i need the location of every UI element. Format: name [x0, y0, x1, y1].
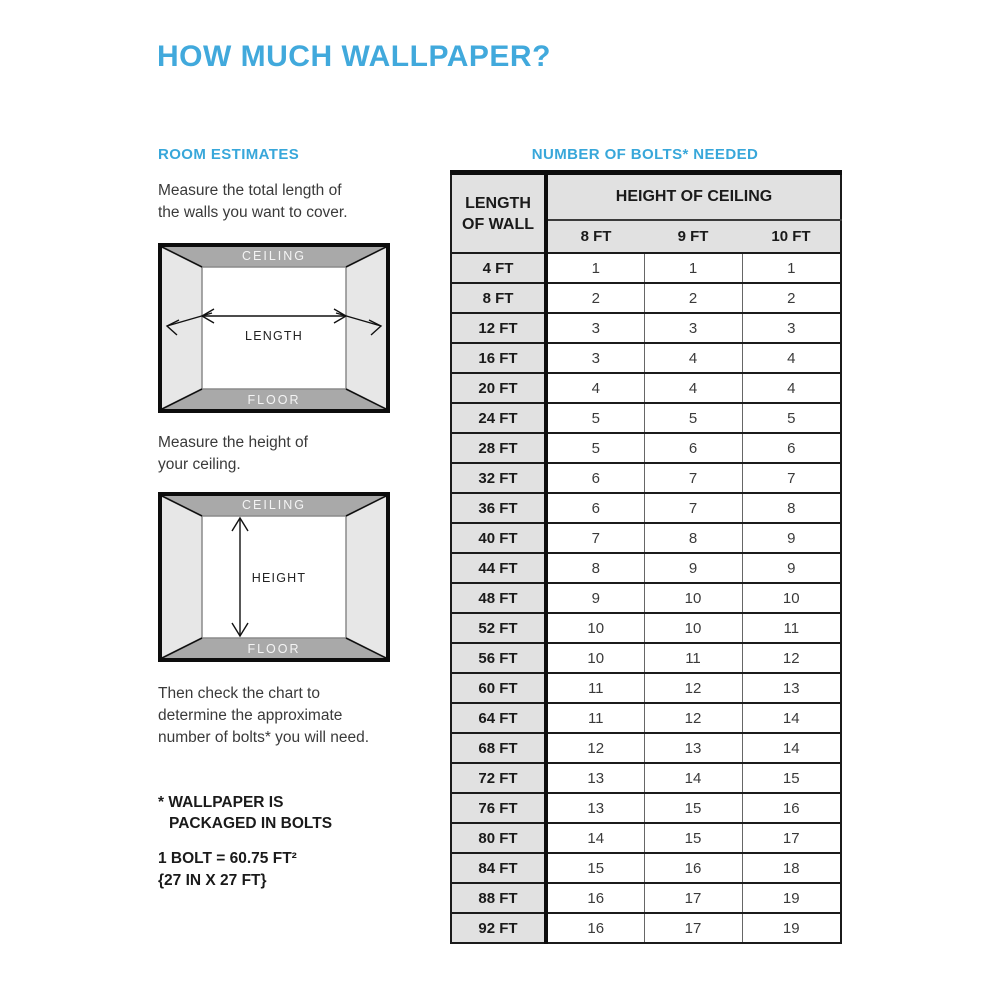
bolt-count-cell: 16: [644, 853, 742, 883]
length-label: LENGTH: [245, 329, 303, 343]
bolt-count-cell: 17: [742, 823, 841, 853]
bolt-count-cell: 15: [644, 793, 742, 823]
bolt-count-cell: 12: [644, 703, 742, 733]
bolt-count-cell: 12: [546, 733, 644, 763]
bolts-table-head: [451, 173, 841, 254]
bolt-count-cell: 6: [546, 463, 644, 493]
bolt-count-cell: 13: [546, 763, 644, 793]
bolt-count-cell: 1: [546, 253, 644, 283]
bolt-count-cell: 4: [644, 373, 742, 403]
bolt-count-cell: 2: [742, 283, 841, 313]
table-row: [451, 913, 841, 943]
bolt-count-cell: 7: [644, 463, 742, 493]
height-of-ceiling-header: HEIGHT OF CEILING: [546, 173, 841, 221]
wall-length-cell: 52 FT: [451, 613, 546, 643]
bolt-count-cell: 13: [742, 673, 841, 703]
bolt-size-line-1: 1 BOLT = 60.75 FT²: [158, 850, 297, 867]
wall-length-cell: 60 FT: [451, 673, 546, 703]
table-row: [451, 583, 841, 613]
packaging-footnote: [158, 792, 332, 834]
wall-length-cell: 56 FT: [451, 643, 546, 673]
bolt-count-cell: 6: [742, 433, 841, 463]
ceiling-label: CEILING: [241, 249, 307, 263]
wall-length-cell: 36 FT: [451, 493, 546, 523]
bolt-count-cell: 6: [644, 433, 742, 463]
bolt-count-cell: 1: [644, 253, 742, 283]
table-row: [451, 793, 841, 823]
bolt-count-cell: 15: [546, 853, 644, 883]
bolt-count-cell: 5: [546, 403, 644, 433]
bolt-count-cell: 12: [742, 643, 841, 673]
bolt-count-cell: 5: [644, 403, 742, 433]
bolt-count-cell: 12: [644, 673, 742, 703]
table-row: [451, 343, 841, 373]
step-1-line-2: the walls you want to cover.: [158, 204, 348, 221]
bolt-count-cell: 15: [742, 763, 841, 793]
bolt-count-cell: 17: [644, 913, 742, 943]
bolt-count-cell: 14: [546, 823, 644, 853]
wall-length-cell: 80 FT: [451, 823, 546, 853]
column-header-8ft: 8 FT: [546, 220, 644, 253]
bolt-count-cell: 4: [742, 373, 841, 403]
wall-length-cell: 32 FT: [451, 463, 546, 493]
step-3-line-2: determine the approximate: [158, 707, 343, 724]
wall-length-cell: 72 FT: [451, 763, 546, 793]
bolt-count-cell: 3: [546, 343, 644, 373]
bolt-count-cell: 9: [742, 553, 841, 583]
bolt-count-cell: 18: [742, 853, 841, 883]
bolt-count-cell: 4: [546, 373, 644, 403]
table-row: [451, 553, 841, 583]
table-row: [451, 883, 841, 913]
step-3-text: [158, 683, 369, 749]
bolt-count-cell: 8: [742, 493, 841, 523]
wall-length-cell: 76 FT: [451, 793, 546, 823]
bolt-count-cell: 3: [644, 313, 742, 343]
table-header-row: [451, 173, 841, 221]
bolts-needed-heading: NUMBER OF BOLTS* NEEDED: [531, 146, 759, 163]
table-row: [451, 853, 841, 883]
bolt-size-footnote: [158, 848, 297, 892]
table-row: [451, 523, 841, 553]
bolt-count-cell: 10: [546, 643, 644, 673]
table-row: [451, 373, 841, 403]
table-row: [451, 283, 841, 313]
bolt-count-cell: 5: [546, 433, 644, 463]
bolt-count-cell: 16: [546, 913, 644, 943]
ceiling-label: CEILING: [241, 498, 307, 512]
wall-length-cell: 84 FT: [451, 853, 546, 883]
bolt-count-cell: 8: [546, 553, 644, 583]
bolt-count-cell: 19: [742, 883, 841, 913]
bolt-count-cell: 16: [742, 793, 841, 823]
table-row: [451, 823, 841, 853]
table-row: [451, 613, 841, 643]
column-header-9ft: 9 FT: [644, 220, 742, 253]
bolt-count-cell: 7: [546, 523, 644, 553]
height-label: HEIGHT: [251, 571, 307, 585]
bolt-count-cell: 7: [644, 493, 742, 523]
left-wall-surface: [162, 496, 202, 658]
bolt-count-cell: 17: [644, 883, 742, 913]
bolt-count-cell: 14: [742, 703, 841, 733]
step-1-line-1: Measure the total length of: [158, 182, 342, 199]
table-row: [451, 403, 841, 433]
bolt-count-cell: 10: [644, 583, 742, 613]
bolt-count-cell: 11: [546, 673, 644, 703]
column-header-10ft: 10 FT: [742, 220, 841, 253]
bolts-table: [450, 170, 842, 944]
length-of-wall-header: [451, 173, 546, 254]
bolt-count-cell: 15: [644, 823, 742, 853]
table-row: [451, 733, 841, 763]
bolt-count-cell: 14: [644, 763, 742, 793]
length-of-wall-line-2: OF WALL: [462, 215, 534, 233]
table-row: [451, 433, 841, 463]
bolt-size-line-2: {27 IN X 27 FT}: [158, 872, 267, 889]
wall-length-cell: 48 FT: [451, 583, 546, 613]
bolt-count-cell: 7: [742, 463, 841, 493]
bolt-count-cell: 6: [546, 493, 644, 523]
table-row: [451, 463, 841, 493]
step-3-line-1: Then check the chart to: [158, 685, 320, 702]
packaging-footnote-line-1: * WALLPAPER IS: [158, 794, 284, 811]
bolt-count-cell: 13: [546, 793, 644, 823]
table-row: [451, 673, 841, 703]
table-row: [451, 763, 841, 793]
table-row: [451, 703, 841, 733]
bolt-count-cell: 13: [644, 733, 742, 763]
wall-length-cell: 24 FT: [451, 403, 546, 433]
step-2-line-2: your ceiling.: [158, 456, 241, 473]
room-estimates-heading: ROOM ESTIMATES: [158, 146, 300, 163]
bolt-count-cell: 16: [546, 883, 644, 913]
bolt-count-cell: 9: [546, 583, 644, 613]
bolt-count-cell: 3: [742, 313, 841, 343]
packaging-footnote-line-2: PACKAGED IN BOLTS: [169, 815, 333, 832]
floor-label: FLOOR: [247, 642, 301, 656]
wall-length-cell: 16 FT: [451, 343, 546, 373]
wall-length-cell: 28 FT: [451, 433, 546, 463]
room-height-diagram: [158, 492, 390, 662]
wall-length-cell: 4 FT: [451, 253, 546, 283]
table-row: [451, 493, 841, 523]
floor-label: FLOOR: [247, 393, 301, 407]
bolt-count-cell: 19: [742, 913, 841, 943]
wall-length-cell: 88 FT: [451, 883, 546, 913]
bolts-table-body: [451, 253, 841, 943]
bolt-count-cell: 1: [742, 253, 841, 283]
bolt-count-cell: 9: [644, 553, 742, 583]
right-wall-surface: [346, 496, 386, 658]
wall-length-cell: 40 FT: [451, 523, 546, 553]
step-2-text: [158, 432, 308, 476]
bolt-count-cell: 2: [546, 283, 644, 313]
bolt-count-cell: 10: [546, 613, 644, 643]
room-length-diagram: [158, 243, 390, 413]
bolt-count-cell: 5: [742, 403, 841, 433]
wall-length-cell: 12 FT: [451, 313, 546, 343]
bolt-count-cell: 3: [546, 313, 644, 343]
step-2-line-1: Measure the height of: [158, 434, 308, 451]
bolt-count-cell: 14: [742, 733, 841, 763]
wall-length-cell: 20 FT: [451, 373, 546, 403]
bolts-table-container: [450, 170, 842, 944]
bolt-count-cell: 11: [644, 643, 742, 673]
bolt-count-cell: 9: [742, 523, 841, 553]
wall-length-cell: 68 FT: [451, 733, 546, 763]
length-of-wall-line-1: LENGTH: [465, 194, 531, 212]
step-1-text: [158, 180, 348, 224]
bolt-count-cell: 4: [742, 343, 841, 373]
page-title: HOW MUCH WALLPAPER?: [157, 40, 551, 73]
left-wall-surface: [162, 247, 202, 409]
table-row: [451, 643, 841, 673]
wall-length-cell: 44 FT: [451, 553, 546, 583]
bolt-count-cell: 4: [644, 343, 742, 373]
back-wall-surface: [202, 267, 346, 389]
step-3-line-3: number of bolts* you will need.: [158, 729, 370, 746]
bolt-count-cell: 10: [644, 613, 742, 643]
right-wall-surface: [346, 247, 386, 409]
wall-length-cell: 8 FT: [451, 283, 546, 313]
bolt-count-cell: 8: [644, 523, 742, 553]
bolt-count-cell: 10: [742, 583, 841, 613]
bolt-count-cell: 11: [742, 613, 841, 643]
bolt-count-cell: 11: [546, 703, 644, 733]
wall-length-cell: 64 FT: [451, 703, 546, 733]
bolt-count-cell: 2: [644, 283, 742, 313]
wall-length-cell: 92 FT: [451, 913, 546, 943]
table-row: [451, 253, 841, 283]
table-row: [451, 313, 841, 343]
